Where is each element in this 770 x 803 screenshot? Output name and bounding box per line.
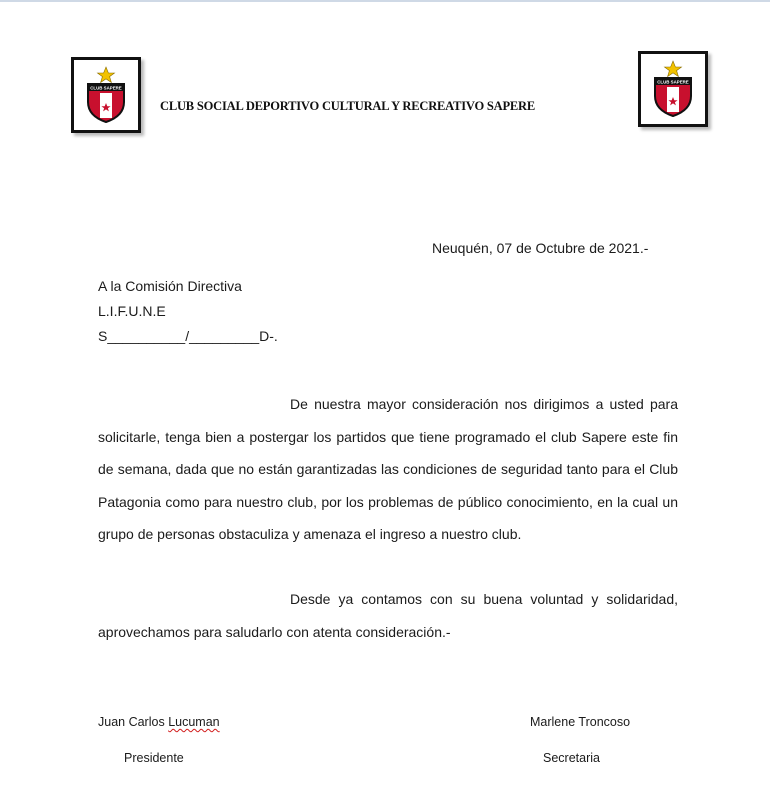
recipient-line: A la Comisión Directiva: [98, 278, 242, 294]
signature-first-names: Juan Carlos: [98, 715, 169, 729]
svg-text:CLUB SAPERE: CLUB SAPERE: [90, 85, 122, 91]
signature-name-secretary: Marlene Troncoso: [530, 715, 631, 729]
svg-text:CLUB SAPERE: CLUB SAPERE: [657, 79, 689, 85]
signature-name-president: [98, 715, 220, 729]
club-name-heading: CLUB SOCIAL DEPORTIVO CULTURAL Y RECREATIVO SAPERE: [160, 99, 536, 113]
club-shield-icon: [80, 66, 132, 124]
signature-role-secretary: Secretaria: [543, 751, 600, 765]
signature-role-president: Presidente: [124, 751, 184, 765]
club-logo-left: [71, 57, 141, 133]
recipient-line: S__________/_________D-.: [98, 328, 278, 344]
recipient-line: L.I.F.U.N.E: [98, 303, 166, 319]
body-paragraph: Desde ya contamos con su buena voluntad y solidaridad, aprovechamos para saludarlo con atenta consideración.-: [98, 591, 678, 640]
body-paragraph: De nuestra mayor consideración nos dirigimos a usted para solicitarle, tenga bien a postergar los partidos que tiene programado el club Sapere este fin de semana, dada que no están garantizadas las condiciones de seguridad tanto para el Club Patagonia como para nuestro club, por los problemas de público conocimiento, en la cual un grupo de personas obstaculiza y amenaza el ingreso a nuestro club.: [98, 396, 678, 542]
club-shield-icon: [647, 60, 699, 118]
signature-surname: Lucuman: [168, 715, 220, 729]
club-logo-right: [638, 51, 708, 127]
date-line: Neuquén, 07 de Octubre de 2021.-: [432, 240, 649, 256]
